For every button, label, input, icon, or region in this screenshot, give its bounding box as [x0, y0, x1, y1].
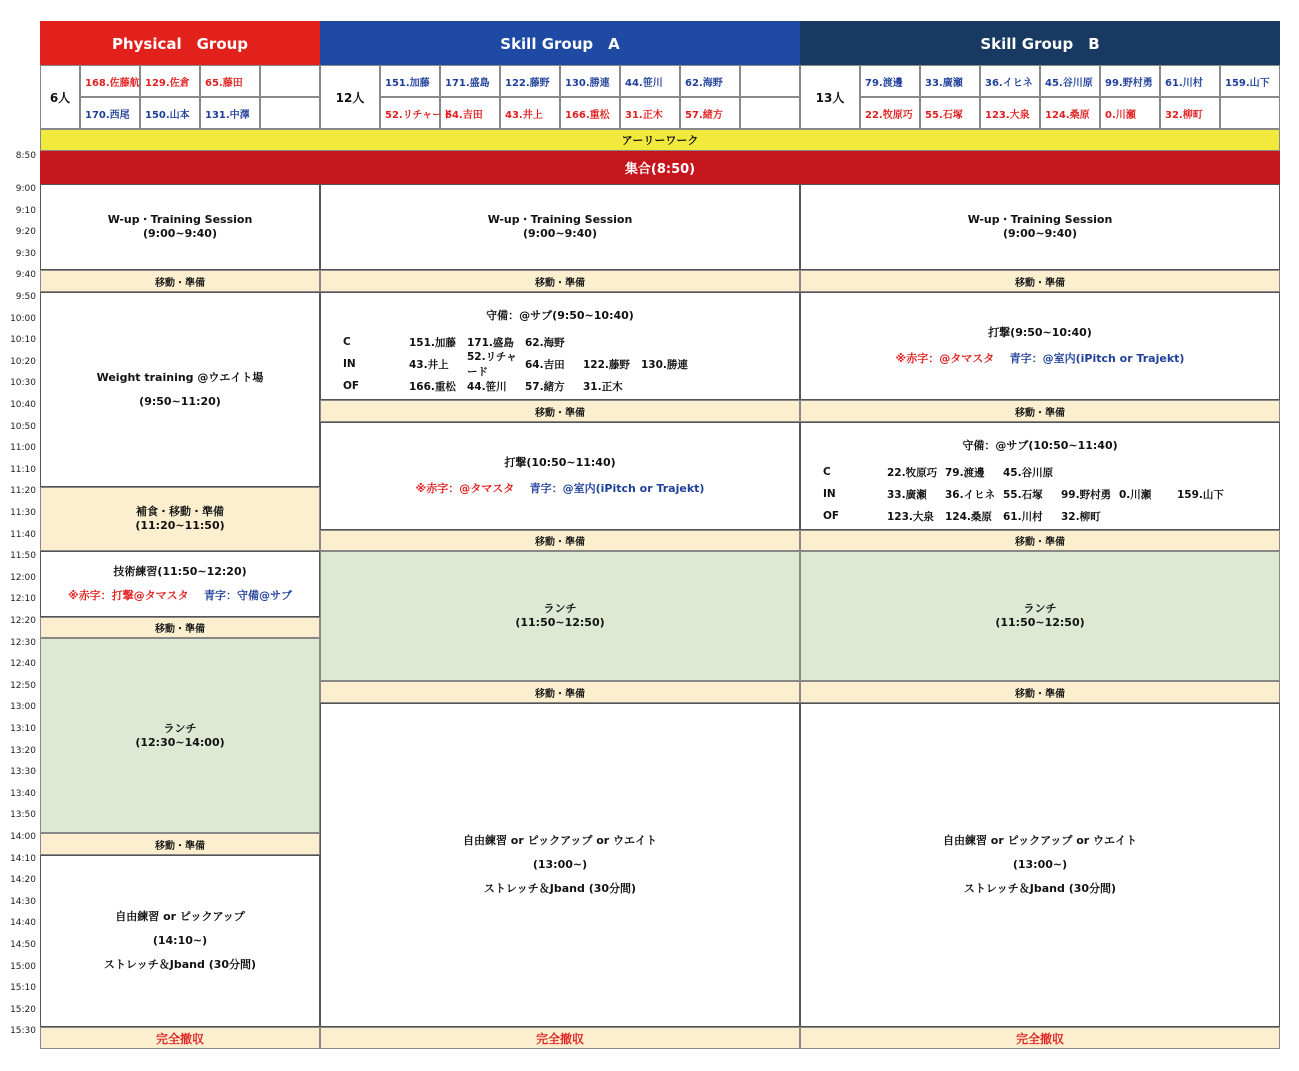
time-label: 9:20	[15, 227, 36, 238]
player-name: 33.廣瀬	[887, 488, 927, 501]
skill-b-wup-block: W-up・Training Session (9:00~9:40)	[800, 184, 1280, 270]
time-label: 9:30	[15, 248, 36, 259]
roster-cell	[740, 97, 800, 129]
roster-cell: 52.リチャード	[380, 97, 440, 129]
physical-count: 6人	[40, 65, 80, 129]
roster-cell: 64.吉田	[440, 97, 500, 129]
player-name: 62.海野	[525, 336, 565, 349]
player-name: 159.山下	[1177, 488, 1224, 501]
time-label: 9:40	[15, 270, 36, 281]
roster-cell: 45.谷川原	[1040, 65, 1100, 97]
time-label: 12:50	[10, 680, 36, 691]
time-label: 12:10	[10, 594, 36, 605]
skill-b-defense-block	[800, 422, 1280, 530]
roster-cell	[740, 65, 800, 97]
skill-b-free-block: 自由練習 or ピックアップ or ウエイト (13:00~) ストレッチ＆Jband (30分間)	[800, 703, 1280, 1027]
time-label: 13:00	[10, 702, 36, 713]
physical-lunch-block: ランチ (12:30~14:00)	[40, 638, 320, 833]
time-label: 8:50	[15, 151, 36, 161]
time-label: 14:10	[10, 853, 36, 864]
roster-cell: 130.勝連	[560, 65, 620, 97]
skill-a-free-block: 自由練習 or ピックアップ or ウエイト (13:00~) ストレッチ＆Jband (30分間)	[320, 703, 800, 1027]
defense-row	[321, 375, 799, 397]
skill-a-move-2: 移動・準備	[320, 400, 800, 422]
skill-a-wup-block: W-up・Training Session (9:00~9:40)	[320, 184, 800, 270]
time-label: 12:30	[10, 637, 36, 648]
time-label: 14:50	[10, 940, 36, 950]
physical-move-2: 移動・準備	[40, 617, 320, 638]
skill-a-move-3: 移動・準備	[320, 530, 800, 551]
skill-a-count: 12人	[320, 65, 380, 129]
player-name: 171.盛島	[467, 336, 514, 349]
player-name: 57.緒方	[525, 380, 565, 393]
position-label: OF	[343, 380, 360, 392]
roster-cell: 61.川村	[1160, 65, 1220, 97]
skill-b-move-2: 移動・準備	[800, 400, 1280, 422]
time-label: 11:50	[10, 551, 36, 562]
time-label: 11:00	[10, 443, 36, 454]
roster-cell: 36.イヒネ	[980, 65, 1040, 97]
time-label: 10:30	[10, 378, 36, 389]
physical-wup-block: W-up・Training Session (9:00~9:40)	[40, 184, 320, 270]
roster-cell: 32.柳町	[1160, 97, 1220, 129]
defense-row	[321, 351, 799, 378]
skill-a-move-4: 移動・準備	[320, 681, 800, 703]
roster-cell: 22.牧原巧	[860, 97, 920, 129]
physical-meal-block: 補食・移動・準備 (11:20~11:50)	[40, 487, 320, 551]
player-name: 36.イヒネ	[945, 488, 996, 501]
roster-cell: 55.石塚	[920, 97, 980, 129]
skill-b-title: Skill Group B	[980, 34, 1100, 53]
time-label: 15:20	[10, 1004, 36, 1015]
player-name: 124.桑原	[945, 510, 992, 523]
time-label: 13:20	[10, 745, 36, 756]
skill-b-move-1: 移動・準備	[800, 270, 1280, 292]
physical-move-1: 移動・準備	[40, 270, 320, 292]
roster-cell: 151.加藤	[380, 65, 440, 97]
time-label: 9:00	[15, 184, 36, 194]
roster-cell: 65.藤田	[200, 65, 260, 97]
position-label: C	[343, 336, 351, 348]
roster-cell: 129.佐倉	[140, 65, 200, 97]
roster-cell: 166.重松	[560, 97, 620, 129]
time-label: 12:00	[10, 572, 36, 583]
time-label: 10:10	[10, 335, 36, 346]
player-name: 64.吉田	[525, 358, 565, 371]
defense-row	[321, 331, 799, 353]
roster-cell: 168.佐藤航	[80, 65, 140, 97]
player-name: 32.柳町	[1061, 510, 1101, 523]
time-label: 15:30	[10, 1026, 36, 1037]
roster-cell	[260, 65, 320, 97]
time-label: 10:40	[10, 400, 36, 410]
player-name: 45.谷川原	[1003, 466, 1054, 479]
roster-cell	[1220, 97, 1280, 129]
player-name: 61.川村	[1003, 510, 1043, 523]
skill-a-roster	[380, 65, 800, 129]
roster-cell: 57.緒方	[680, 97, 740, 129]
physical-skill-block: 技術練習(11:50~12:20) ※赤字：打撃@タマスタ 青字：守備@サブ	[40, 551, 320, 617]
player-name: 55.石塚	[1003, 488, 1043, 501]
time-label: 9:10	[15, 205, 36, 216]
time-label: 13:10	[10, 724, 36, 734]
player-name: 44.笹川	[467, 380, 507, 393]
time-label: 11:10	[10, 464, 36, 475]
player-name: 151.加藤	[409, 336, 456, 349]
time-label: 10:50	[10, 421, 36, 432]
position-label: C	[823, 466, 831, 478]
time-label: 13:40	[10, 788, 36, 799]
time-label: 15:10	[10, 983, 36, 994]
skill-a-batting-block: 打撃(10:50~11:40) ※赤字：@タマスタ 青字：@室内(iPitch or Trajekt)	[320, 422, 800, 530]
defense-row	[801, 505, 1279, 527]
player-name: 122.藤野	[583, 358, 630, 371]
header-physical-group	[40, 21, 320, 65]
assembly-bar: 集合(8:50)	[40, 151, 1280, 184]
skill-b-finish: 完全撤収	[800, 1027, 1280, 1049]
physical-free-block: 自由練習 or ピックアップ (14:10~) ストレッチ＆Jband (30分間)	[40, 855, 320, 1027]
time-label: 13:50	[10, 810, 36, 821]
physical-move-3: 移動・準備	[40, 833, 320, 855]
player-name: 79.渡邊	[945, 466, 985, 479]
roster-cell: 43.井上	[500, 97, 560, 129]
time-label: 10:00	[10, 313, 36, 324]
physical-roster	[80, 65, 320, 129]
skill-b-move-3: 移動・準備	[800, 530, 1280, 551]
roster-cell: 0.川瀬	[1100, 97, 1160, 129]
skill-b-lunch-block: ランチ (11:50~12:50)	[800, 551, 1280, 681]
player-name: 99.野村勇	[1061, 488, 1112, 501]
roster-cell: 150.山本	[140, 97, 200, 129]
position-label: IN	[343, 358, 356, 370]
roster-cell: 33.廣瀬	[920, 65, 980, 97]
roster-cell: 123.大泉	[980, 97, 1040, 129]
defense-row	[801, 483, 1279, 505]
early-work-bar: アーリーワーク	[40, 129, 1280, 151]
player-name: 166.重松	[409, 380, 456, 393]
time-label: 9:50	[15, 292, 36, 302]
skill-b-move-4: 移動・準備	[800, 681, 1280, 703]
header-skill-group-b	[800, 21, 1280, 65]
roster-cell: 124.桑原	[1040, 97, 1100, 129]
skill-a-defense-title: 守備：@サブ(9:50~10:40)	[486, 309, 634, 322]
roster-cell: 122.藤野	[500, 65, 560, 97]
skill-a-lunch-block: ランチ (11:50~12:50)	[320, 551, 800, 681]
time-label: 12:20	[10, 616, 36, 626]
roster-cell: 159.山下	[1220, 65, 1280, 97]
time-label: 15:00	[10, 961, 36, 972]
player-name: 0.川瀬	[1119, 488, 1152, 501]
physical-finish: 完全撤収	[40, 1027, 320, 1049]
time-label: 14:00	[10, 832, 36, 842]
defense-row	[801, 461, 1279, 483]
position-label: OF	[823, 510, 840, 522]
physical-group-title: Physical Group	[111, 34, 249, 53]
time-label: 10:20	[10, 356, 36, 367]
header-skill-group-a	[320, 21, 800, 65]
skill-b-defense-title: 守備：@サブ(10:50~11:40)	[962, 439, 1118, 452]
time-label: 13:30	[10, 767, 36, 778]
roster-cell: 62.海野	[680, 65, 740, 97]
roster-cell: 99.野村勇	[1100, 65, 1160, 97]
time-label: 14:30	[10, 896, 36, 907]
time-label: 14:20	[10, 875, 36, 886]
player-name: 31.正木	[583, 380, 623, 393]
player-name: 22.牧原巧	[887, 466, 938, 479]
player-name: 43.井上	[409, 358, 449, 371]
player-name: 52.リチャード	[467, 351, 517, 378]
roster-cell: 171.盛島	[440, 65, 500, 97]
roster-cell: 31.正木	[620, 97, 680, 129]
time-label: 14:40	[10, 918, 36, 929]
roster-cell: 131.中澤	[200, 97, 260, 129]
roster-cell: 44.笹川	[620, 65, 680, 97]
skill-b-defense-rows	[801, 461, 1279, 527]
player-name: 130.勝連	[641, 358, 688, 371]
roster-cell: 79.渡邊	[860, 65, 920, 97]
roster-cell: 170.西尾	[80, 97, 140, 129]
skill-a-defense-rows	[321, 331, 799, 397]
skill-a-move-1: 移動・準備	[320, 270, 800, 292]
skill-a-defense-block	[320, 292, 800, 400]
time-label: 11:30	[10, 508, 36, 518]
skill-b-roster	[860, 65, 1280, 129]
skill-b-batting-block: 打撃(9:50~10:40) ※赤字：@タマスタ 青字：@室内(iPitch or Trajekt)	[800, 292, 1280, 400]
time-label: 12:40	[10, 659, 36, 670]
skill-b-count: 13人	[800, 65, 860, 129]
position-label: IN	[823, 488, 836, 500]
skill-a-title: Skill Group A	[500, 34, 620, 53]
time-label: 11:40	[10, 529, 36, 540]
time-label: 11:20	[10, 486, 36, 497]
player-name: 123.大泉	[887, 510, 934, 523]
physical-weight-block: Weight training @ウエイト場 (9:50~11:20)	[40, 292, 320, 487]
roster-cell	[260, 97, 320, 129]
skill-a-finish: 完全撤収	[320, 1027, 800, 1049]
